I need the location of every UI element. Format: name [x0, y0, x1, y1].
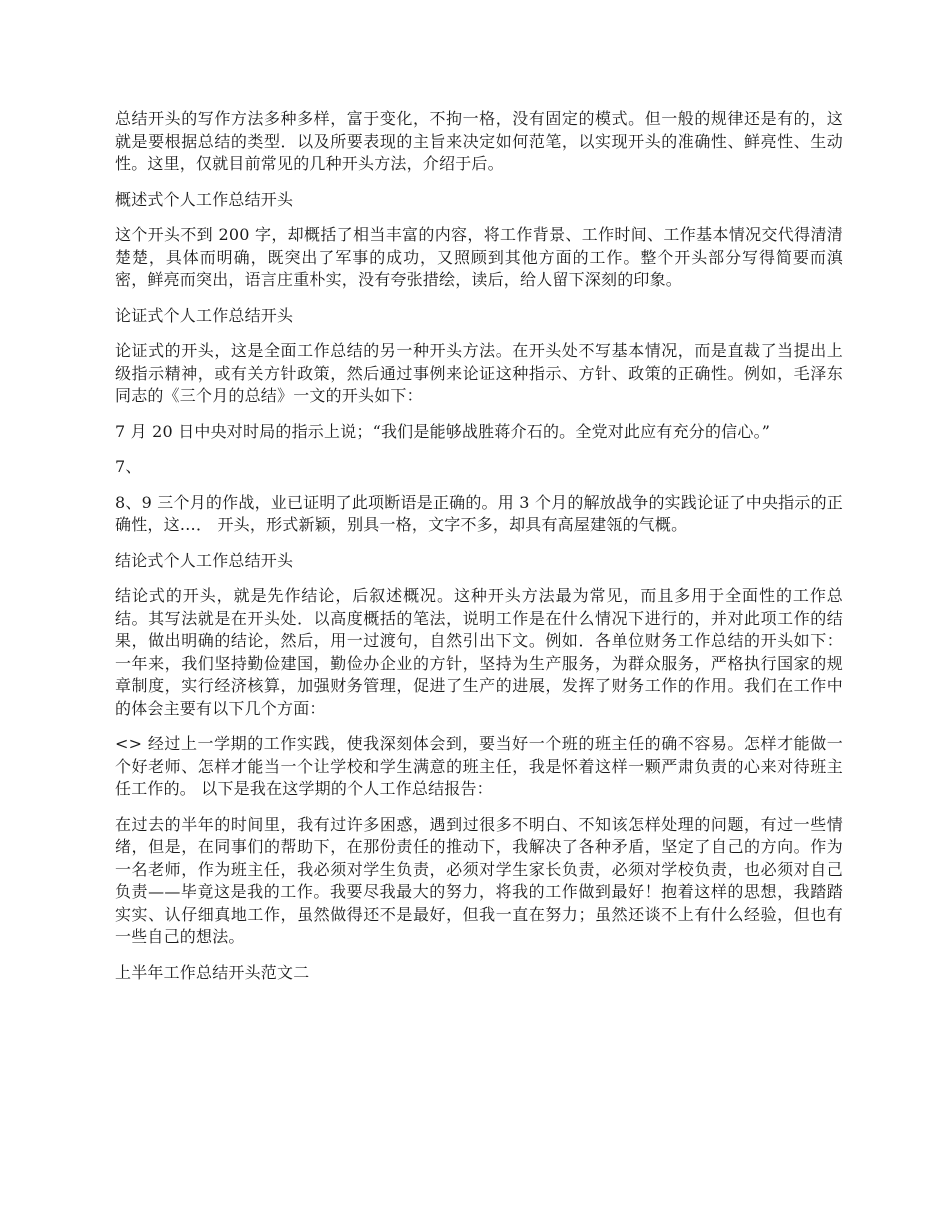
section-heading-overview: 概述式个人工作总结开头 [115, 189, 294, 209]
section-heading-sample-two: 上半年工作总结开头范文二 [115, 962, 310, 982]
overview-paragraph: 这个开头不到 200 字，却概括了相当丰富的内容，将工作背景、工作时间、工作基本情况交代得清清楚楚，具体而明确，既突出了军事的成功，又照顾到其他方面的工作。整个开头部分写得简要而滇密，鲜亮而突出，语言庄重朴实，没有夸张措绘，读后，给人留下深刻的印象。 [115, 225, 843, 289]
quote-paragraph: 7 月 20 日中央对时局的指示上说；“我们是能够战胜蒋介石的。全党对此应有充分的信心。” [115, 421, 771, 441]
document-page [115, 108, 843, 997]
section-heading-conclusion: 结论式个人工作总结开头 [115, 550, 294, 570]
teacher-reflection-paragraph: 在过去的半年的时间里，我有过许多困惑，遇到过很多不明白、不知该怎样处理的问题，有过一些情绪，但是，在同事们的帮助下，在那份责任的推动下，我解决了各种矛盾，坚定了自己的方向。作为一名老师，作为班主任，我必须对学生负责，必须对学生家长负责，必须对学校负责，也必须对自己负责——毕竟这是我的工作。我要尽我最大的努力，将我的工作做到最好！抱着这样的思想，我踏踏实实、认仔细真地工作，虽然做得还不是最好，但我一直在努力；虽然还谈不上有什么经验，但也有一些自己的想法。 [115, 814, 843, 946]
fragment-paragraph: 7、 [115, 457, 142, 476]
teacher-intro-paragraph: <> 经过上一学期的工作实践，使我深刻体会到，要当好一个班的班主任的确不容易。怎样才能做一个好老师、怎样才能当一个让学校和学生满意的班主任，我是怀着这样一颗严肃负责的心来对待班主任工作的。 以下是我在这学期的个人工作总结报告： [115, 734, 843, 798]
continuation-paragraph: 8、9 三个月的作战，业已证明了此项断语是正确的。用 3 个月的解放战争的实践论证了中央指示的正确性，这…． 开头，形式新颖，别具一格，文字不多，却具有高屋建瓴的气概。 [115, 492, 843, 534]
conclusion-paragraph: 结论式的开头，就是先作结论，后叙述概况。这种开头方法最为常见，而且多用于全面性的工作总结。其写法就是在开头处．以高度概括的笔法，说明工作是在什么情况下进行的，并对此项工作的结果，做出明确的结论，然后，用一过渡句，自然引出下文。例如．各单位财务工作总结的开头如下： 一年来，我们坚持勤俭建国，勤俭办企业的方针，坚持为生产服务，为群众服务，严格执行国家的规章制度，实行经济核算，加强财务管理，促进了生产的进展，发挥了财务工作的作用。我们在工作中的体会主要有以下几个方面： [115, 586, 843, 718]
argument-paragraph: 论证式的开头，这是全面工作总结的另一种开头方法。在开头处不写基本情况，而是直裁了当提出上级指示精神，或有关方针政策，然后通过事例来论证这种指示、方针、政策的正确性。例如，毛泽东同志的《三个月的总结》一文的开头如下： [115, 341, 843, 405]
section-heading-argument: 论证式个人工作总结开头 [115, 305, 294, 325]
intro-paragraph: 总结开头的写作方法多种多样，富于变化，不拘一格，没有固定的模式。但一般的规律还是有的，这就是要根据总结的类型．以及所要表现的主旨来决定如何范笔，以实现开头的准确性、鲜亮性、生动性。这里，仅就目前常见的几种开头方法，介绍于后。 [115, 109, 843, 173]
